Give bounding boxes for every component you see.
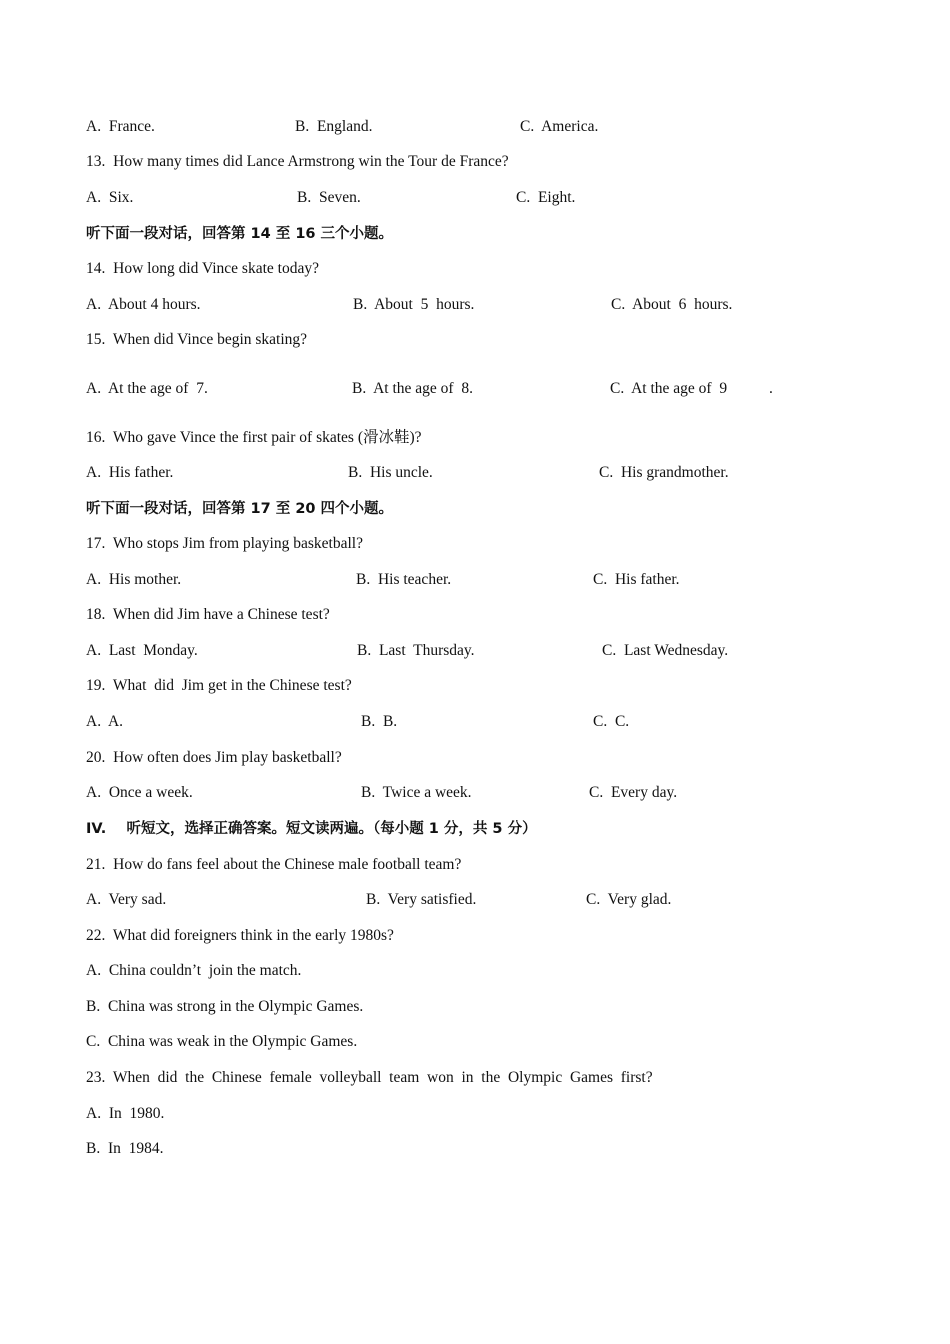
q13-option-b: B. Seven. xyxy=(297,189,361,206)
q17-option-c: C. His father. xyxy=(593,571,680,588)
q20-option-c: C. Every day. xyxy=(589,784,678,801)
q16-option-a: A. His father. xyxy=(86,464,174,481)
q14-option-b: B. About 5 hours. xyxy=(353,296,475,313)
q22-option-c: C. China was weak in the Olympic Games. xyxy=(86,1033,358,1050)
q12-option-a: A. France. xyxy=(86,118,155,135)
q15-option-a: A. At the age of 7. xyxy=(86,380,208,397)
q14-option-c: C. About 6 hours. xyxy=(611,296,733,313)
q17-option-b: B. His teacher. xyxy=(356,571,452,588)
q17-question: 17. Who stops Jim from playing basketball? xyxy=(86,535,363,552)
q21-option-c: C. Very glad. xyxy=(586,891,672,908)
q23-question: 23. When did the Chinese female volleyball team won in the Olympic Games first? xyxy=(86,1069,653,1086)
q21-option-b: B. Very satisfied. xyxy=(366,891,477,908)
q16-question: 16. Who gave Vince the first pair of skates (滑冰鞋)? xyxy=(86,429,422,446)
q18-option-c: C. Last Wednesday. xyxy=(602,642,729,659)
q13-option-c: C. Eight. xyxy=(516,189,576,206)
section-heading-14-16: 听下面一段对话，回答第 14 至 16 三个小题。 xyxy=(86,226,394,242)
q19-option-c: C. C. xyxy=(593,713,630,730)
q15-question: 15. When did Vince begin skating? xyxy=(86,331,308,348)
q15-option-b: B. At the age of 8. xyxy=(352,380,473,397)
q13-option-a: A. Six. xyxy=(86,189,134,206)
q23-option-a: A. In 1980. xyxy=(86,1105,165,1122)
q13-question: 13. How many times did Lance Armstrong win the Tour de France? xyxy=(86,153,509,170)
q14-question: 14. How long did Vince skate today? xyxy=(86,260,319,277)
q17-option-a: A. His mother. xyxy=(86,571,182,588)
section-heading-17-20: 听下面一段对话，回答第 17 至 20 四个小题。 xyxy=(86,501,394,517)
q18-question: 18. When did Jim have a Chinese test? xyxy=(86,606,330,623)
q18-option-b: B. Last Thursday. xyxy=(357,642,475,659)
q14-option-a: A. About 4 hours. xyxy=(86,296,201,313)
q18-option-a: A. Last Monday. xyxy=(86,642,198,659)
q12-option-b: B. England. xyxy=(295,118,373,135)
section-heading-iv: IV. 听短文，选择正确答案。短文读两遍。（每小题 1 分，共 5 分） xyxy=(86,821,537,837)
q20-question: 20. How often does Jim play basketball? xyxy=(86,749,342,766)
q23-option-b: B. In 1984. xyxy=(86,1140,164,1157)
q20-option-b: B. Twice a week. xyxy=(361,784,472,801)
q16-option-c: C. His grandmother. xyxy=(599,464,729,481)
q19-option-a: A. A. xyxy=(86,713,124,730)
q22-option-a: A. China couldn’t join the match. xyxy=(86,962,302,979)
q16-option-b: B. His uncle. xyxy=(348,464,433,481)
q15-trailing-period: . xyxy=(769,380,773,397)
q22-option-b: B. China was strong in the Olympic Games. xyxy=(86,998,364,1015)
q22-question: 22. What did foreigners think in the early 1980s? xyxy=(86,927,394,944)
q12-option-c: C. America. xyxy=(520,118,599,135)
q15-option-c: C. At the age of 9 xyxy=(610,380,728,397)
q21-question: 21. How do fans feel about the Chinese male football team? xyxy=(86,856,462,873)
q20-option-a: A. Once a week. xyxy=(86,784,193,801)
q19-question: 19. What did Jim get in the Chinese test? xyxy=(86,677,352,694)
q19-option-b: B. B. xyxy=(361,713,398,730)
q21-option-a: A. Very sad. xyxy=(86,891,167,908)
